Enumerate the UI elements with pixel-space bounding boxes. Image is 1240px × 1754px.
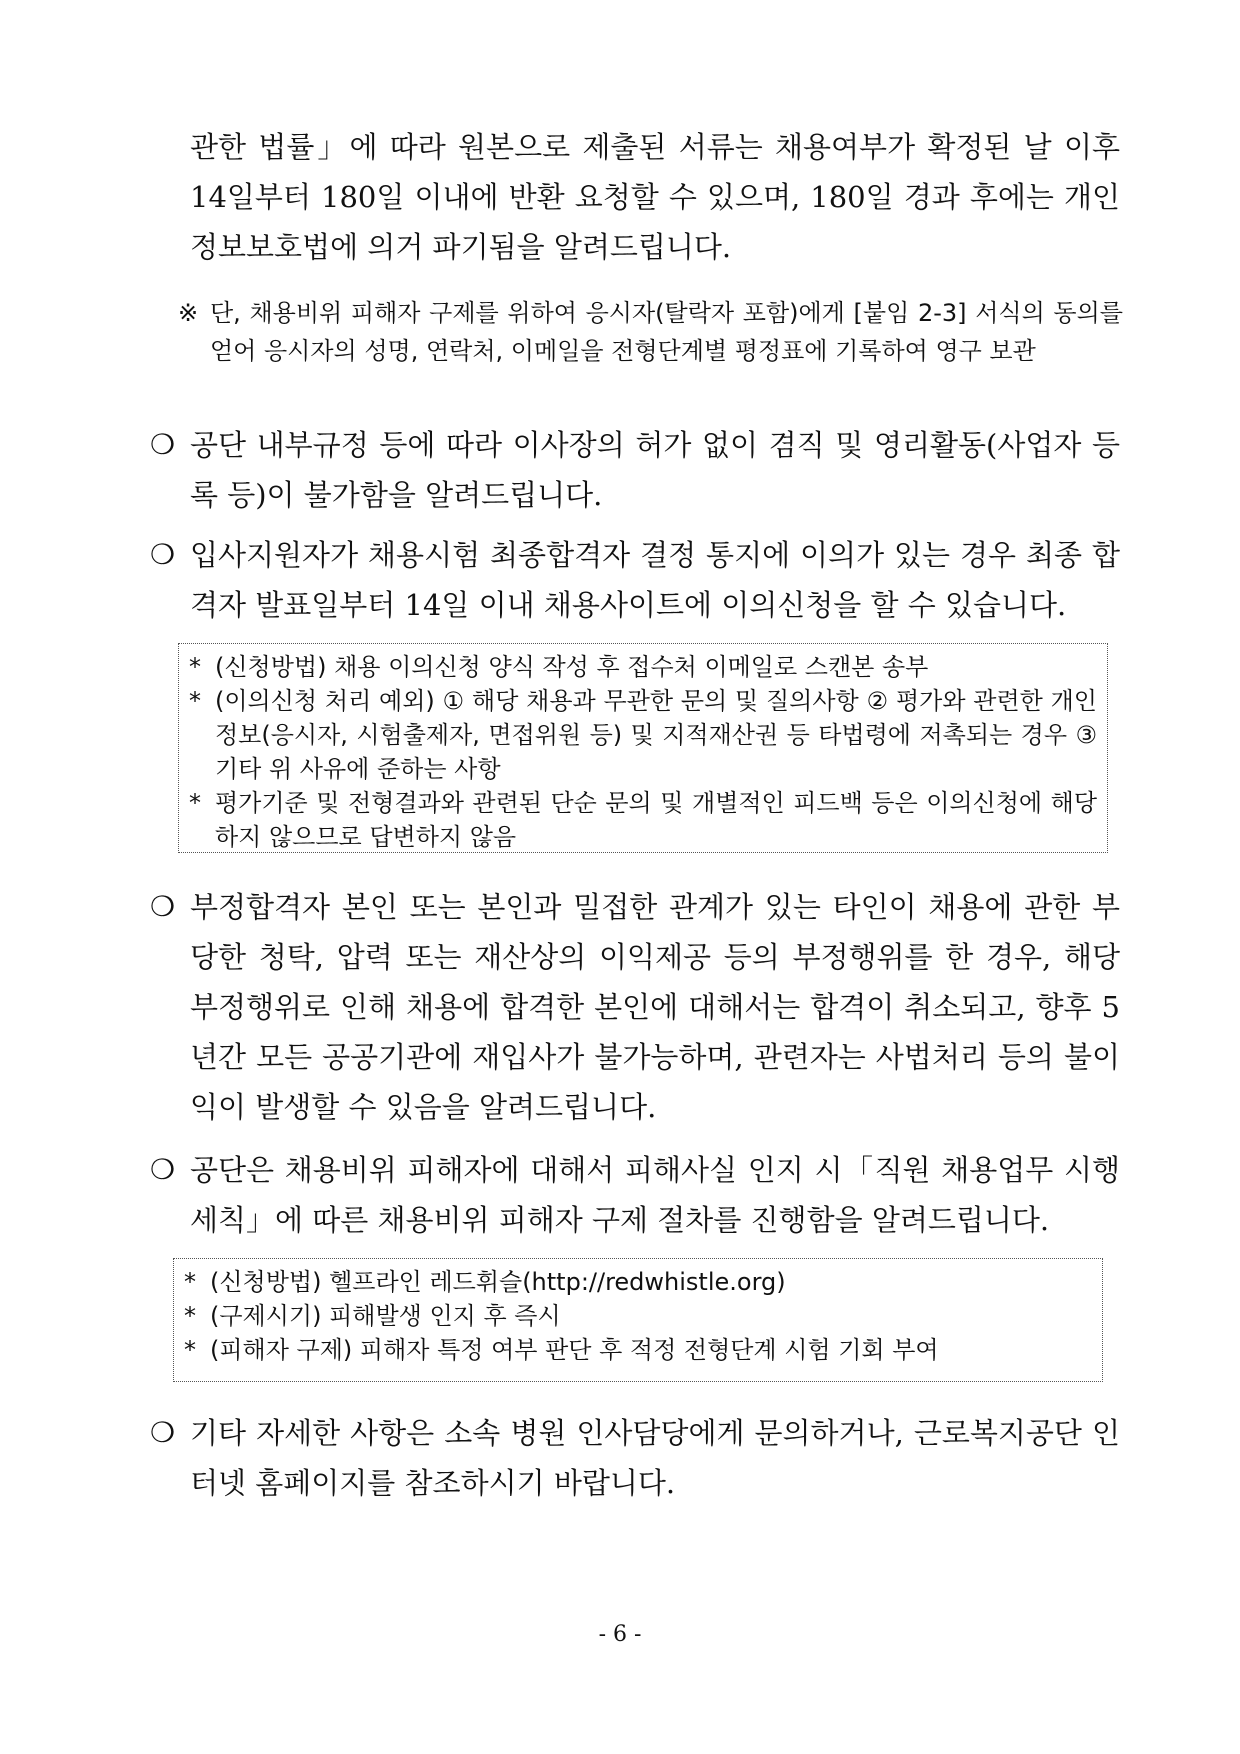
box-item-text: (구제시기) 피해발생 인지 후 즉시 [210, 1302, 561, 1330]
box-item [184, 1265, 1092, 1299]
box-item-text: (피해자 구제) 피해자 특정 여부 판단 후 적정 전형단계 시험 기회 부여 [210, 1336, 939, 1364]
circle-bullet-icon: ❍ [150, 428, 176, 461]
box-item [189, 684, 1097, 786]
box-item-text: (이의신청 처리 예외) ① 해당 채용과 무관한 문의 및 질의사항 ② 평가와 관련한 개인정보(응시자, 시험출제자, 면접위원 등) 및 지적재산권 등 타법령에 저촉되는 경우 ③ 기타 위 사유에 준하는 사항 [215, 687, 1097, 783]
note-text: 단, 채용비위 피해자 구제를 위하여 응시자(탈락자 포함)에게 [붙임 2-3] 서식의 동의를 얻어 응시자의 성명, 연락처, 이메일을 전형단계별 평정표에 기록하여 영구 보관 [210, 299, 1123, 365]
continuation-paragraph: 관한 법률」에 따라 원본으로 제출된 서류는 채용여부가 확정된 날 이후 14일부터 180일 이내에 반환 요청할 수 있으며, 180일 경과 후에는 개인정보보호법에 의거 파기됨을 알려드립니다. [190, 130, 1120, 264]
box-item-text: (신청방법) 채용 이의신청 양식 작성 후 접수처 이메일로 스캔본 송부 [215, 653, 929, 681]
asterisk-mark: * [184, 1302, 196, 1330]
asterisk-mark: * [189, 653, 201, 681]
asterisk-mark: * [184, 1336, 196, 1364]
page-number: - 6 - [598, 1622, 642, 1647]
bullet-text: 공단은 채용비위 피해자에 대해서 피해사실 인지 시「직원 채용업무 시행세칙」에 따른 채용비위 피해자 구제 절차를 진행함을 알려드립니다. [190, 1153, 1120, 1237]
circle-bullet-icon: ❍ [150, 1153, 176, 1186]
note-box-objection [178, 643, 1108, 853]
bullet-item [150, 1145, 1120, 1245]
reference-mark: ※ [178, 299, 199, 327]
bullet-item [150, 420, 1120, 520]
circle-bullet-icon: ❍ [150, 890, 176, 923]
box-item [189, 650, 1097, 684]
circle-bullet-icon: ❍ [150, 538, 176, 571]
circle-bullet-icon: ❍ [150, 1416, 176, 1449]
asterisk-mark: * [184, 1268, 196, 1296]
bullet-item [150, 1408, 1120, 1508]
box-item [184, 1333, 1092, 1367]
note-reference [178, 294, 1123, 370]
bullet-item [150, 882, 1120, 1132]
note-box-redress [173, 1258, 1103, 1382]
bullet-text: 입사지원자가 채용시험 최종합격자 결정 통지에 이의가 있는 경우 최종 합격자 발표일부터 14일 이내 채용사이트에 이의신청을 할 수 있습니다. [190, 538, 1120, 622]
box-item [184, 1299, 1092, 1333]
box-item-text: (신청방법) 헬프라인 레드휘슬(http://redwhistle.org) [210, 1268, 786, 1296]
box-item-text: 평가기준 및 전형결과와 관련된 단순 문의 및 개별적인 피드백 등은 이의신청에 해당하지 않으므로 답변하지 않음 [215, 789, 1097, 851]
bullet-text: 부정합격자 본인 또는 본인과 밀접한 관계가 있는 타인이 채용에 관한 부당한 청탁, 압력 또는 재산상의 이익제공 등의 부정행위를 한 경우, 해당 부정행위로 인해 채용에 합격한 본인에 대해서는 합격이 취소되고, 향후 5년간 모든 공공기관에 재입사가 불가능하며, 관련자는 사법처리 등의 불이익이 발생할 수 있음을 알려드립니다. [190, 890, 1120, 1124]
bullet-item [150, 530, 1120, 630]
box-item [189, 786, 1097, 854]
asterisk-mark: * [189, 687, 201, 715]
bullet-text: 공단 내부규정 등에 따라 이사장의 허가 없이 겸직 및 영리활동(사업자 등록 등)이 불가함을 알려드립니다. [190, 428, 1120, 512]
asterisk-mark: * [189, 789, 201, 817]
bullet-text: 기타 자세한 사항은 소속 병원 인사담당에게 문의하거나, 근로복지공단 인터넷 홈페이지를 참조하시기 바랍니다. [190, 1416, 1120, 1500]
